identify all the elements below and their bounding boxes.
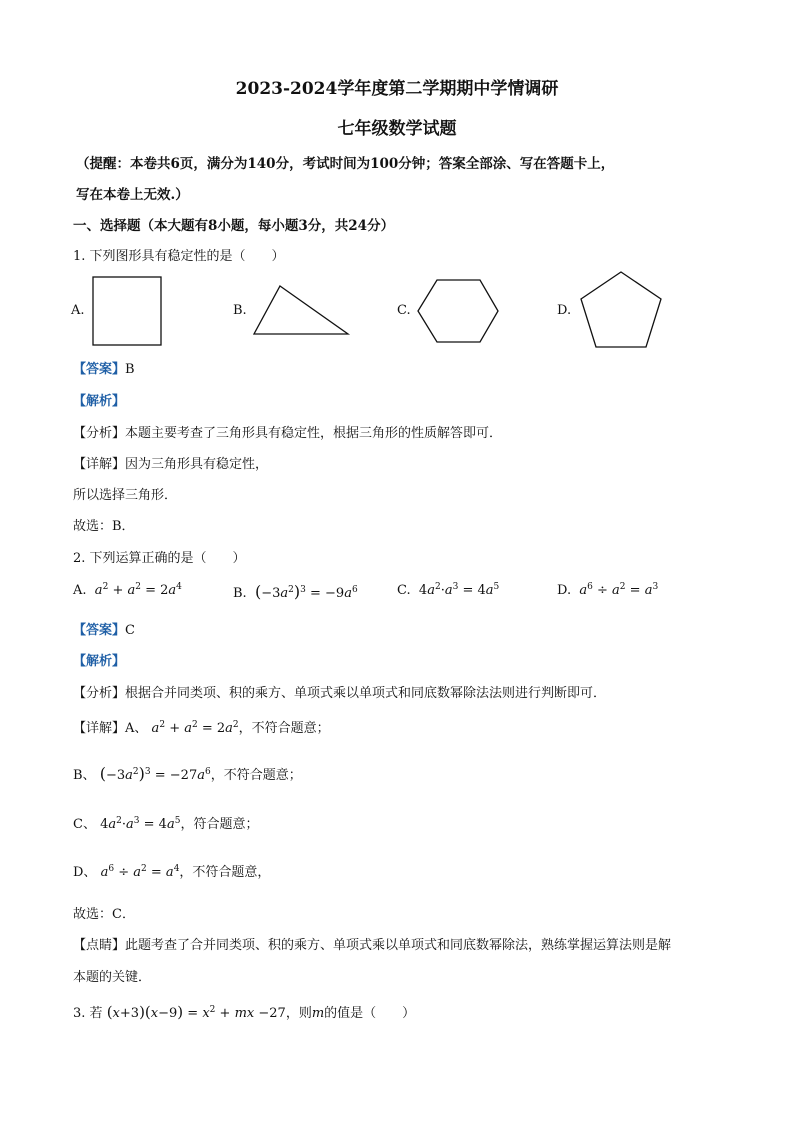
q3-variable-m: m bbox=[311, 1006, 325, 1021]
q2-detail-a-formula: $a^2 + a^2 = 2a^2$ bbox=[151, 720, 239, 736]
q2-option-d-formula: $a^6 \div a^2 = a^3$ bbox=[575, 582, 659, 598]
answer-tag: 【答案】 bbox=[73, 623, 126, 638]
q2-dianjing-line2: 本题的关键． bbox=[73, 970, 152, 985]
q2-option-b-formula: $(-3a^2)^3 = -9a^6$ bbox=[254, 582, 358, 601]
q2-conclusion: 故选：C． bbox=[73, 907, 135, 922]
q2-detail-a-prefix: A、 bbox=[125, 721, 148, 736]
q2-detail-a bbox=[73, 717, 330, 736]
section-heading: 一、选择题（本大题有8小题，每小题3分，共24分） bbox=[73, 218, 395, 234]
q3-stem-suffix: 的值是（ ） bbox=[324, 1006, 416, 1021]
exam-subtitle: 七年级数学试题 bbox=[337, 119, 457, 139]
q1-xiangjie-text: 因为三角形具有稳定性， bbox=[125, 457, 269, 472]
q1-option-d-label: D. bbox=[557, 303, 572, 318]
q2-detail-d-prefix: D、 bbox=[73, 865, 97, 880]
q2-detail-c-verdict: ，符合题意； bbox=[180, 817, 259, 832]
dianjing-tag: 【点睛】 bbox=[73, 938, 126, 953]
q2-detail-b-verdict: ，不符合题意； bbox=[210, 768, 302, 783]
exam-note-line2: 写在本卷上无效.） bbox=[76, 187, 189, 203]
q3-equation: $(x+3)(x-9) = x^2$ + mx −27 bbox=[106, 1003, 286, 1021]
q2-detail-b-formula: $(-3a^2)^3 = -27a^6$ bbox=[99, 764, 211, 783]
square-shape bbox=[88, 274, 164, 348]
fenxi-tag: 【分析】 bbox=[73, 426, 126, 441]
exam-note-line1: （提醒：本卷共6页，满分为140分，考试时间为100分钟；答案全部涂、写在答题卡上， bbox=[76, 156, 615, 172]
q2-dianjing-text: 此题考查了合并同类项、积的乘方、单项式乘以单项式和同底数幂除法，熟练掌握运算法则是解 bbox=[125, 938, 672, 953]
pentagon-shape bbox=[576, 268, 668, 352]
q2-detail-d-formula: $a^6 \div a^2 = a^4$ bbox=[100, 864, 180, 880]
q3-stem-mid: ，则 bbox=[285, 1006, 312, 1021]
q2-detail-c-prefix: C、 bbox=[73, 817, 96, 832]
q2-option-c-formula: $4a^2\cdot a^3 = 4a^5$ bbox=[418, 582, 500, 598]
q2-option-c bbox=[397, 582, 499, 598]
q2-detail-d-verdict: ，不符合题意， bbox=[179, 865, 271, 880]
q2-detail-c bbox=[73, 813, 258, 832]
q2-fenxi bbox=[73, 682, 606, 701]
q2-option-c-label: C. bbox=[397, 583, 411, 598]
q2-detail-b bbox=[73, 764, 302, 783]
answer-tag: 【答案】 bbox=[73, 362, 126, 377]
q2-option-a bbox=[73, 582, 182, 598]
q2-fenxi-text: 根据合并同类项、积的乘方、单项式乘以单项式和同底数幂除法法则进行判断即可． bbox=[125, 686, 607, 701]
q1-fenxi bbox=[73, 422, 502, 441]
hexagon-shape bbox=[414, 276, 504, 346]
q2-dianjing-line1 bbox=[73, 934, 671, 953]
q2-option-d-label: D. bbox=[557, 583, 572, 598]
q2-option-d bbox=[557, 582, 658, 598]
q1-option-c-label: C. bbox=[397, 303, 411, 318]
q2-detail-c-formula: $4a^2\cdot a^3 = 4a^5$ bbox=[100, 816, 181, 832]
q1-line2: 所以选择三角形． bbox=[73, 488, 178, 503]
q2-detail-a-verdict: ，不符合题意； bbox=[238, 721, 330, 736]
exam-title: 2023-2024学年度第二学期期中学情调研 bbox=[235, 79, 559, 99]
q2-detail-b-prefix: B、 bbox=[73, 768, 96, 783]
q1-fenxi-text: 本题主要考查了三角形具有稳定性，根据三角形的性质解答即可． bbox=[125, 426, 503, 441]
q1-option-a-label: A. bbox=[71, 303, 85, 318]
q2-answer-value: C bbox=[125, 623, 135, 638]
q2-option-b-label: B. bbox=[233, 586, 247, 601]
q3-stem-prefix: 3. 若 bbox=[73, 1006, 103, 1021]
xiangjie-tag: 【详解】 bbox=[73, 457, 126, 472]
q2-option-b bbox=[233, 582, 358, 601]
q1-stem: 1. 下列图形具有稳定性的是（ ） bbox=[73, 249, 285, 264]
fenxi-tag: 【分析】 bbox=[73, 686, 126, 701]
q2-option-a-label: A. bbox=[73, 583, 87, 598]
q1-analysis-tag: 【解析】 bbox=[73, 394, 126, 409]
q2-stem: 2. 下列运算正确的是（ ） bbox=[73, 551, 246, 566]
q2-option-a-formula: $a^2 + a^2 = 2a^4$ bbox=[90, 582, 182, 598]
q1-answer-value: B bbox=[125, 362, 135, 377]
q1-answer bbox=[73, 358, 135, 377]
q2-detail-d bbox=[73, 861, 270, 880]
q3-stem bbox=[73, 1002, 415, 1021]
q1-option-b-label: B. bbox=[233, 303, 247, 318]
q2-analysis-tag: 【解析】 bbox=[73, 654, 126, 669]
q1-conclusion: 故选：B． bbox=[73, 519, 135, 534]
triangle-shape bbox=[250, 282, 354, 338]
q1-xiangjie bbox=[73, 453, 268, 472]
q2-answer bbox=[73, 619, 135, 638]
xiangjie-tag: 【详解】 bbox=[73, 721, 126, 736]
